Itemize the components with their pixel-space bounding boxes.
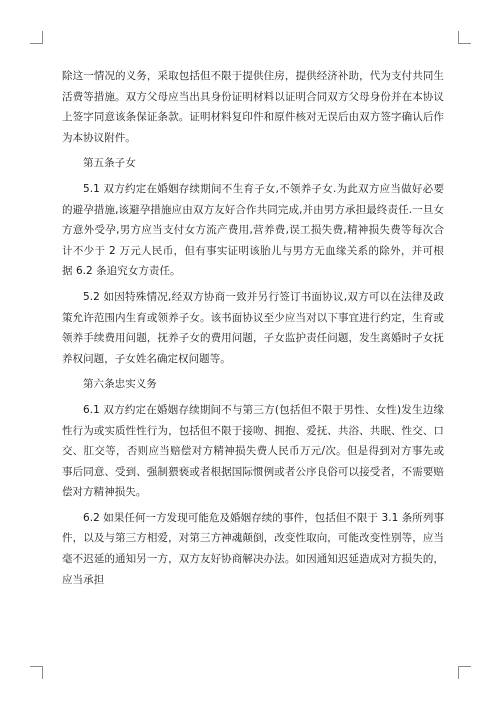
crop-mark-top-left [30, 31, 43, 44]
section-heading-children: 第五条子女 [83, 157, 136, 170]
crop-mark-bottom-right [458, 666, 471, 679]
clause-6-2: 6.2 如果任何一方发现可能危及婚姻存续的事件，包括但不限于 3.1 条所列事件，以及与第三方相爱，对第三方神魂颠倒，改变性取向，可能改变性别等，应当毫不迟延的通知另一方，双方友好协商解决办法。如因通知迟延造成对方损失的，应当承担 [62, 511, 444, 586]
clause-5-2: 5.2 如因特殊情况,经双方协商一致并另行签订书面协议,双方可以在法律及政策允许范围内生育或领养子女。该书面协议至少应当对以下事宜进行约定，生育或领养手续费用问题，抚养子女的费用问题，子女监护责任问题，发生离婚时子女抚养权问题，子女姓名确定权问题等。 [62, 290, 444, 365]
clause-6-1: 6.1 双方约定在婚姻存续期间不与第三方(包括但不限于男性、女性)发生边缘性行为或实质性性行为，包括但不限于接吻、拥抱、爱抚、共浴、共眠、性交、口交、肛交等，否则应当赔偿对方精神损失费人民币万元/次。但是得到对方事先或事后同意、受到、强制猥亵或者根据国际惯例或者公序良俗可以接受者，不需要赔偿对方精神损失。 [62, 403, 444, 499]
document-body [62, 66, 444, 595]
clause-5-1: 5.1 双方约定在婚姻存续期间不生育子女,不领养子女.为此双方应当做好必要的避孕措施,该避孕措施应由双方友好合作共同完成,并由男方承担最终责任.一旦女方意外受孕,男方应当支付女方流产费用,营养费,误工损失费,精神损失费等每次合计不少于 2 万元人民币，但有事实证明该胎儿与男方无血缘关系的除外，并可根据 6.2 条追究女方责任。 [62, 182, 444, 278]
crop-mark-bottom-left [30, 666, 43, 679]
section-heading-fidelity: 第六条忠实义务 [83, 378, 157, 391]
paragraph-continuation: 除这一情况的义务，采取包括但不限于提供住房，提供经济补助，代为支付共同生活费等措施。双方父母应当出具身份证明材料以证明合同双方父母身份并在本协议上签字同意该条保证条款。证明材料复印件和原件核对无误后由双方签字确认后作为本协议附件。 [62, 70, 444, 144]
crop-mark-top-right [458, 31, 471, 44]
